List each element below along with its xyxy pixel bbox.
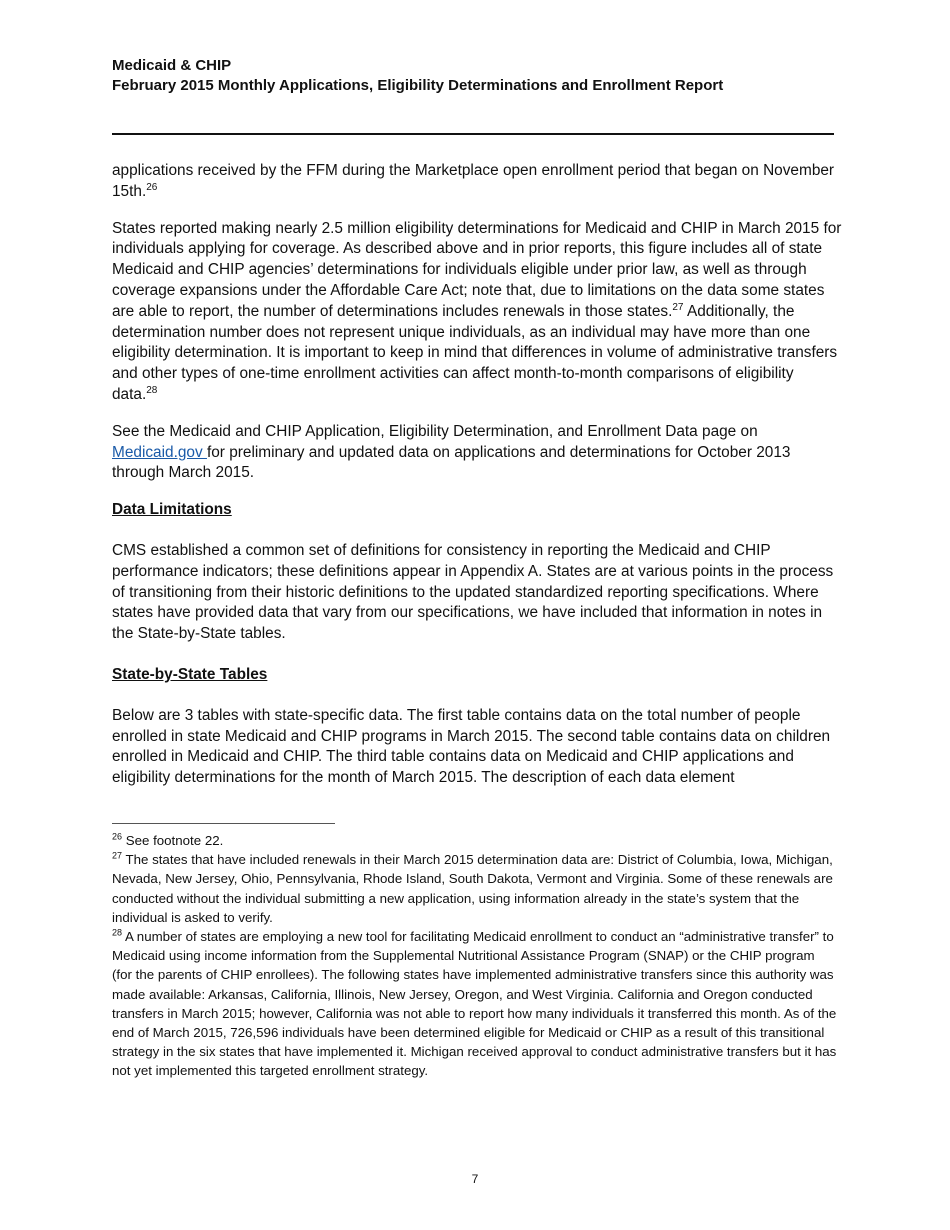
- report-header: [112, 56, 852, 96]
- header-divider: [112, 133, 834, 135]
- footnote-27: [112, 850, 837, 927]
- paragraph-text: See the Medicaid and CHIP Application, Eligibility Determination, and Enrollment Data page on: [112, 422, 758, 440]
- footnote-28: [112, 927, 837, 1081]
- footnote-ref-28[interactable]: 28: [146, 384, 158, 396]
- paragraph-state-tables: Below are 3 tables with state-specific data. The first table contains data on the total number of people enrolled in state Medicaid and CHIP programs in March 2015. The second table contains data on children enrolled in Medicaid and CHIP. The third table contains data on Medicaid and CHIP applications and eligibility determinations for the month of March 2015. The description of each data element: [112, 706, 831, 787]
- footnote-ref-26[interactable]: 26: [146, 181, 158, 193]
- footnotes: [112, 831, 837, 1081]
- footnote-text: The states that have included renewals in their March 2015 determination data are: District of Columbia, Iowa, Michigan, Nevada, New Jersey, Ohio, Pennsylvania, Rhode Island, South Dakota, Vermont and Virginia. Some of these renewals are conducted without the individual submitting a new application, using information already in the state’s system that the individual is asked to verify.: [112, 852, 833, 925]
- footnote-text: See footnote 22.: [122, 833, 224, 848]
- paragraph-text-continued: Additionally, the determination number does not represent unique individuals, as an individual may have more than one eligibility determination. It is important to keep in mind that differences in volume of administrative transfers and other types of one-time enrollment activities can affect month-to-month comparisons of eligibility data.: [112, 302, 838, 403]
- footnote-divider: [112, 823, 335, 824]
- paragraph-determinations: [112, 219, 842, 406]
- paragraph-text: applications received by the FFM during the Marketplace open enrollment period that began on November 15th.: [112, 162, 835, 200]
- report-title-line2: February 2015 Monthly Applications, Eligibility Determinations and Enrollment Report: [112, 77, 724, 94]
- paragraph-text-continued: for preliminary and updated data on applications and determinations for October 2013 through March 2015.: [112, 443, 791, 482]
- paragraph-limitations: CMS established a common set of definitions for consistency in reporting the Medicaid and CHIP performance indicators; these definitions appear in Appendix A. States are at various points in the process of transitioning from their historic definitions to the updated standardized reporting specifications. Where states have provided data that vary from our specifications, we have included that information in notes in the State-by-State tables.: [112, 541, 834, 643]
- medicaid-gov-link[interactable]: Medicaid.gov: [112, 443, 207, 461]
- report-title-line1: Medicaid & CHIP: [112, 57, 232, 74]
- section-heading-data-limitations: Data Limitations: [112, 501, 232, 519]
- footnote-number: 27: [112, 850, 123, 861]
- paragraph-text: States reported making nearly 2.5 million eligibility determinations for Medicaid and CHIP in March 2015 for individuals applying for coverage. As described above and in prior reports, this figure includes all of state Medicaid and CHIP agencies’ determinations for individuals eligible under prior law, as well as through coverage expansions under the Affordable Care Act; note that, due to limitations on the data some states are able to report, the number of determinations includes renewals in those states.: [112, 219, 842, 320]
- footnote-number: 28: [112, 927, 123, 938]
- footnote-text: A number of states are employing a new tool for facilitating Medicaid enrollment to conduct an “administrative transfer” to Medicaid using income information from the Supplemental Nutritional Assistance Program (SNAP) or the CHIP program (for the parents of CHIP enrollees). The following states have implemented administrative transfers since this authority was made available: Arkansas, California, Illinois, New Jersey, Oregon, and West Virginia. California and Oregon conducted transfers in March 2015; however, California was not able to report how many individuals it transferred this month. As of the end of March 2015, 726,596 individuals have been determined eligible for Medicaid or CHIP as a result of this transitional strategy in the six states that have implemented it. Michigan received approval to conduct administrative transfers but it has not yet implemented this targeted enrollment strategy.: [112, 929, 837, 1079]
- footnote-number: 26: [112, 831, 123, 842]
- main-content: [112, 161, 842, 805]
- section-heading-state-tables: State-by-State Tables: [112, 665, 268, 683]
- footnote-ref-27[interactable]: 27: [672, 301, 684, 313]
- paragraph-data-page: [112, 422, 842, 484]
- paragraph-applications: [112, 161, 842, 203]
- footnote-26: [112, 831, 837, 850]
- page-number: 7: [471, 1172, 479, 1186]
